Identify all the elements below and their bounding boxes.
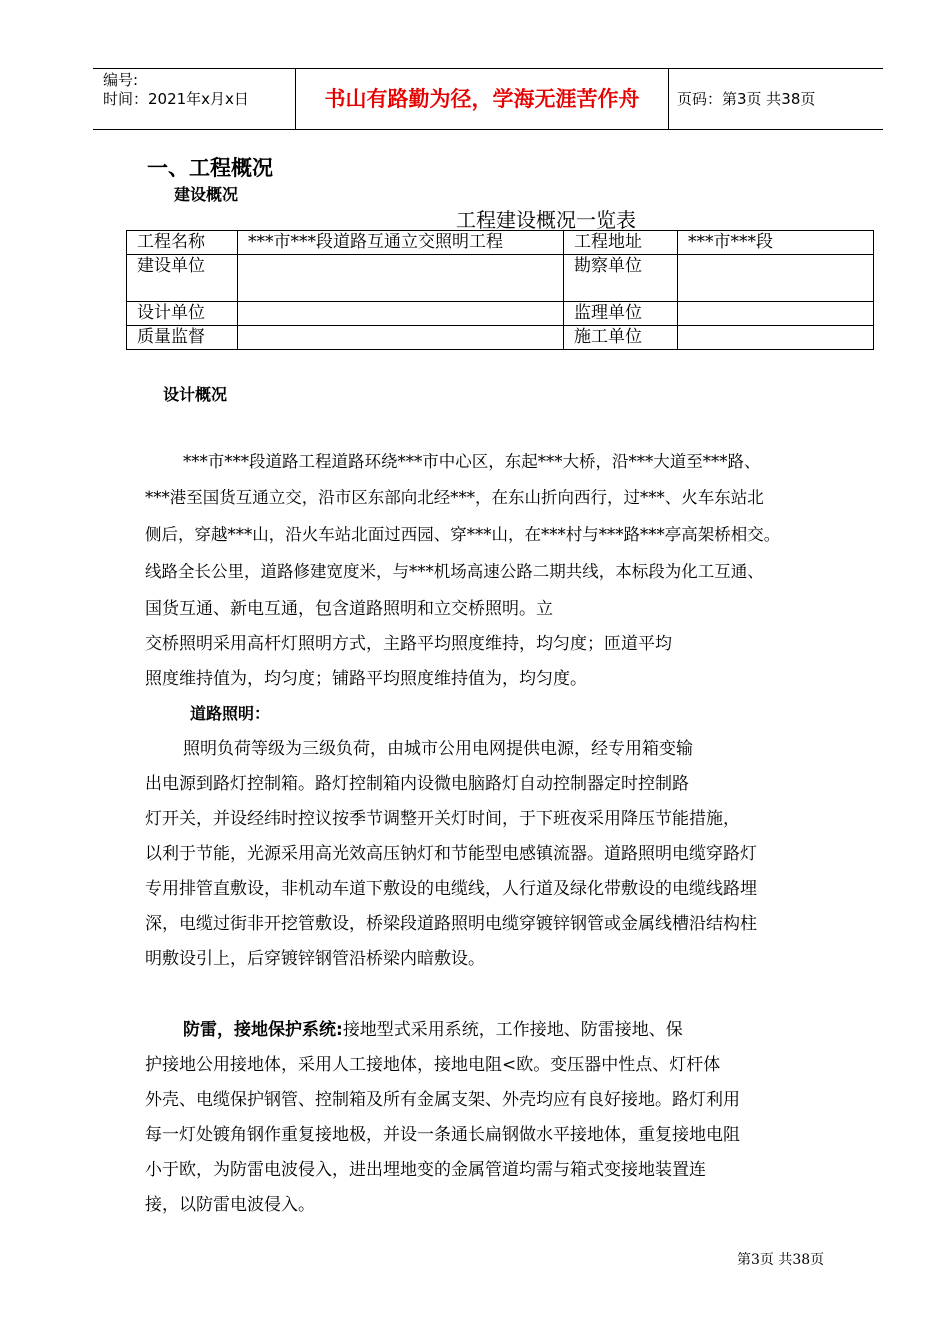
time-label: 时间：2021年x月x日 (103, 90, 249, 108)
table-row (127, 326, 874, 350)
table-cell (238, 326, 564, 350)
text-line (183, 1018, 683, 1042)
table-cell: 质量监督 (127, 326, 238, 350)
text-line: 护接地公用接地体，采用人工接地体，接地电阻<欧。变压器中性点、灯杆体 (145, 1055, 721, 1075)
table-cell (678, 302, 874, 326)
text-line: 小于欧，为防雷电波侵入，进出埋地变的金属管道均需与箱式变接地装置连 (145, 1160, 706, 1180)
page-footer: 第3页 共38页 (737, 1252, 825, 1268)
table-cell: ***市***段 (678, 231, 874, 255)
text-line: ***港至国货互通立交，沿市区东部向北经***，在东山折向西行，过***、火车东站北 (145, 488, 764, 507)
lightning-title: 防雷，接地保护系统: (183, 1020, 343, 1040)
text-line: 明敷设引上，后穿镀锌钢管沿桥梁内暗敷设。 (145, 949, 485, 969)
table-row (127, 231, 874, 255)
table-row (127, 302, 874, 326)
text-line: 照明负荷等级为三级负荷，由城市公用电网提供电源，经专用箱变输 (183, 739, 693, 759)
text-line: 侧后，穿越***山，沿火车站北面过西园、穿***山，在***村与***路***亭高架桥相交。 (145, 525, 781, 544)
text-line: 交桥照明采用高杆灯照明方式，主路平均照度维持，均匀度；匝道平均 (145, 634, 672, 654)
text-line: 接，以防雷电波侵入。 (145, 1195, 315, 1215)
table-caption: 工程建设概况一览表 (456, 208, 636, 232)
table-cell: 施工单位 (564, 326, 678, 350)
table-cell (238, 302, 564, 326)
table-cell (678, 255, 874, 302)
text-line: 以利于节能，光源采用高光效高压钠灯和节能型电感镇流器。道路照明电缆穿路灯 (145, 844, 757, 864)
text-line: ***市***段道路工程道路环绕***市中心区，东起***大桥，沿***大道至***路、 (183, 452, 761, 471)
motto: 书山有路勤为径，学海无涯苦作舟 (295, 69, 669, 129)
text-line: 灯开关，并设经纬时控议按季节调整开关灯时间，于下班夜采用降压节能措施， (145, 809, 740, 829)
table-cell (238, 255, 564, 302)
table-cell (678, 326, 874, 350)
lightning-first-line: 接地型式采用系统，工作接地、防雷接地、保 (342, 1020, 683, 1040)
subsection-construction: 建设概况 (174, 185, 239, 204)
project-info-table (126, 230, 874, 350)
serial-label: 编号: (103, 71, 139, 89)
road-lighting-title: 道路照明： (190, 704, 271, 723)
page-code: 页码：第3页 共38页 (677, 90, 816, 108)
table-cell: 建设单位 (127, 255, 238, 302)
text-line: 国货互通、新电互通，包含道路照明和立交桥照明。立 (145, 599, 553, 619)
subsection-design: 设计概况 (163, 385, 228, 404)
table-cell: 工程名称 (127, 231, 238, 255)
table-cell: 设计单位 (127, 302, 238, 326)
text-line: 照度维持值为，均匀度；铺路平均照度维持值为，均匀度。 (145, 669, 587, 689)
header-meta (103, 71, 249, 109)
text-line: 外壳、电缆保护钢管、控制箱及所有金属支架、外壳均应有良好接地。路灯利用 (145, 1090, 740, 1110)
text-line: 每一灯处镀角钢作重复接地极，并设一条通长扁钢做水平接地体，重复接地电阻 (145, 1125, 740, 1145)
table-cell: 工程地址 (564, 231, 678, 255)
text-line: 深，电缆过街非开挖管敷设，桥梁段道路照明电缆穿镀锌钢管或金属线槽沿结构柱 (145, 914, 757, 934)
table-cell: 监理单位 (564, 302, 678, 326)
page-header (93, 68, 883, 130)
table-cell: ***市***段道路互通立交照明工程 (238, 231, 564, 255)
text-line: 线路全长公里，道路修建宽度米，与***机场高速公路二期共线，本标段为化工互通、 (145, 562, 764, 581)
text-line: 专用排管直敷设，非机动车道下敷设的电缆线，人行道及绿化带敷设的电缆线路埋 (145, 879, 757, 899)
table-cell: 勘察单位 (564, 255, 678, 302)
table-row (127, 255, 874, 302)
text-line: 出电源到路灯控制箱。路灯控制箱内设微电脑路灯自动控制器定时控制路 (145, 774, 689, 794)
section-title: 一、工程概况 (147, 156, 273, 180)
